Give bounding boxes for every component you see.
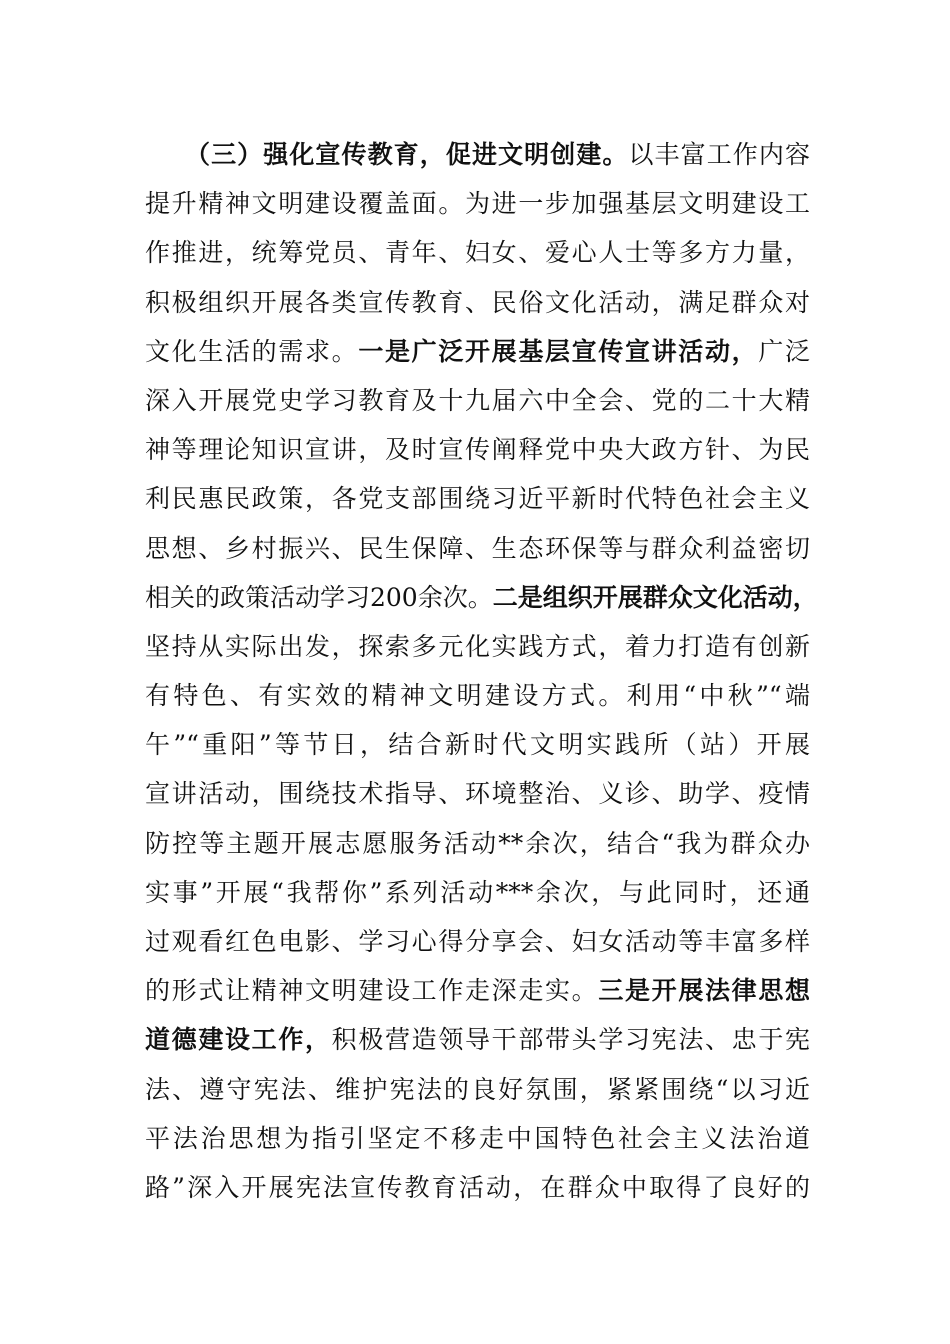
text-line: [145, 1015, 810, 1064]
text-line: [145, 966, 810, 1015]
text-run: 宣讲活动，围绕技术指导、环境整治、义诊、助学、疫情: [145, 779, 810, 809]
text-line: [145, 228, 810, 277]
text-run: 坚持从实际出发，探索多元化实践方式，着力打造有创新: [145, 631, 810, 661]
text-line: [145, 130, 810, 179]
text-line: [145, 327, 810, 376]
text-line: [145, 1065, 810, 1114]
bold-text-run: 二是组织开展群众文化活动，: [492, 582, 818, 612]
text-line: [145, 819, 810, 868]
text-line: [145, 720, 810, 769]
bold-text-run: 三是开展法律思想: [598, 976, 810, 1006]
text-line: [145, 1114, 810, 1163]
text-line: [145, 524, 810, 573]
text-run: 过观看红色电影、学习心得分享会、妇女活动等丰富多样: [145, 927, 810, 956]
text-run: 实事”开展“我帮你”系列活动***余次，与此同时，还通: [145, 877, 810, 907]
text-line: [145, 474, 810, 523]
text-run: 积极组织开展各类宣传教育、民俗文化活动，满足群众对: [145, 287, 810, 317]
text-line: [145, 622, 810, 671]
text-run: 深入开展党史学习教育及十九届六中全会、党的二十大精: [145, 385, 810, 415]
text-line: [145, 1163, 810, 1212]
text-run: 提升精神文明建设覆盖面。为进一步加强基层文明建设工: [145, 189, 810, 219]
body-paragraph: [145, 130, 818, 1212]
text-run: 午”“重阳”等节日，结合新时代文明实践所（站）开展: [145, 730, 810, 760]
text-line: [145, 376, 810, 425]
text-run: 思想、乡村振兴、民生保障、生态环保等与群众利益密切: [145, 533, 810, 563]
text-run: 路”深入开展宪法宣传教育活动，在群众中取得了良好的: [145, 1172, 810, 1202]
text-line: [145, 425, 810, 474]
text-line: [145, 868, 810, 917]
text-line: [145, 917, 810, 966]
text-run: 以丰富工作内容: [628, 140, 810, 169]
text-run: 利民惠民政策，各党支部围绕习近平新时代特色社会主义: [145, 484, 810, 514]
bold-text-run: 一是广泛开展基层宣传宣讲活动，: [358, 336, 759, 366]
bold-text-run: 道德建设工作，: [145, 1025, 332, 1055]
text-run: 作推进，统筹党员、青年、妇女、爱心人士等多方力量，: [145, 238, 810, 268]
text-run: 神等理论知识宣讲，及时宣传阐释党中央大政方针、为民: [145, 435, 810, 465]
text-run: 平法治思想为指引坚定不移走中国特色社会主义法治道: [145, 1123, 810, 1153]
text-line: [145, 671, 810, 720]
text-run: 防控等主题开展志愿服务活动**余次，结合“我为群众办: [145, 828, 810, 858]
text-run: 的形式让精神文明建设工作走深走实。: [145, 976, 599, 1006]
text-run: 广泛: [758, 336, 810, 366]
text-line: [145, 179, 810, 228]
text-run: 相关的政策活动学习200余次。: [145, 582, 493, 612]
text-run: 积极营造领导干部带头学习宪法、忠于宪: [331, 1025, 810, 1055]
text-line: [145, 769, 810, 818]
text-run: 文化生活的需求。: [145, 336, 359, 366]
text-line: [145, 278, 810, 327]
bold-text-run: （三）强化宣传教育，促进文明创建。: [185, 140, 629, 169]
text-line: [145, 573, 818, 622]
text-run: 法、遵守宪法、维护宪法的良好氛围，紧紧围绕“以习近: [145, 1074, 810, 1104]
text-run: 有特色、有实效的精神文明建设方式。利用“中秋”“端: [145, 681, 810, 711]
